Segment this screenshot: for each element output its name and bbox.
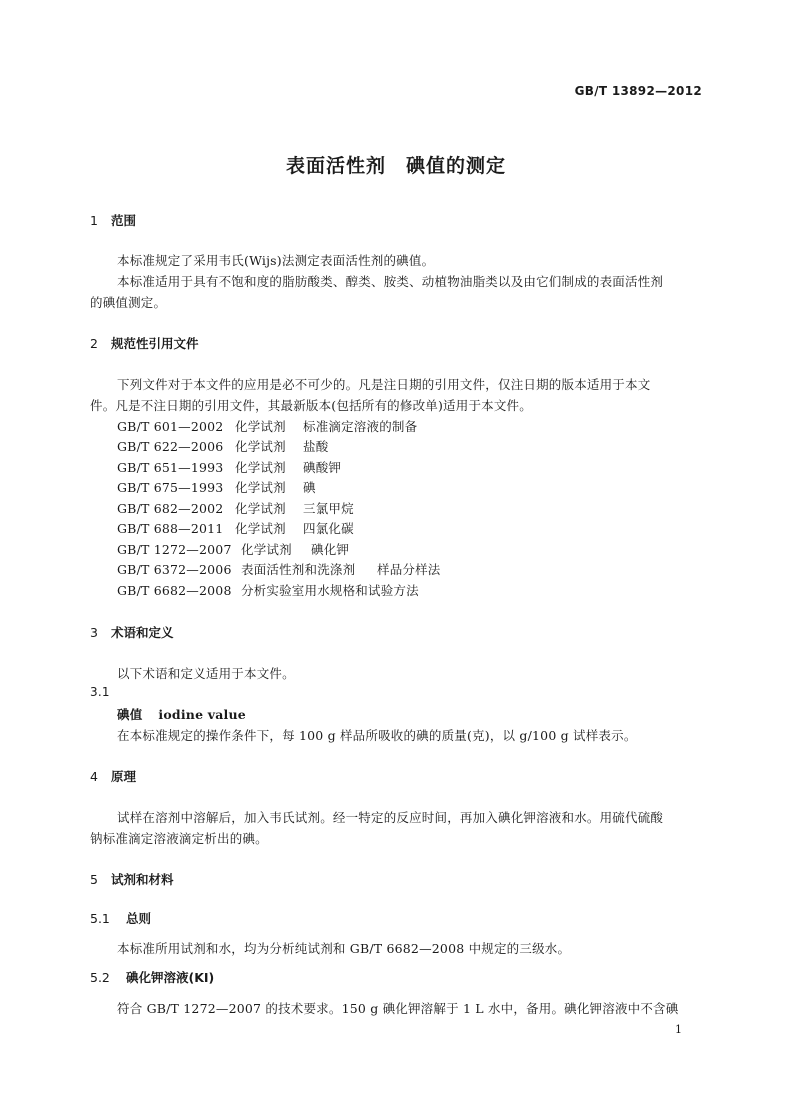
paragraph: 以下术语和定义适用于本文件。 (117, 666, 295, 681)
reference-category: 化学试剂 (235, 521, 286, 536)
reference-name: 碘化钾 (311, 542, 350, 557)
reference-category: 化学试剂 (235, 460, 286, 475)
reference-code: GB/T 651—1993 (117, 460, 224, 475)
section-title: 试剂和材料 (111, 872, 174, 887)
standard-code: GB/T 13892—2012 (574, 84, 702, 98)
paragraph-line: 的碘值测定。 (90, 295, 167, 310)
paragraph-line: 钠标准滴定溶液滴定析出的碘。 (90, 831, 268, 846)
reference-code: GB/T 622—2006 (117, 439, 224, 454)
reference-category: 化学试剂 (241, 542, 292, 557)
section-3-heading (90, 623, 174, 641)
reference-item (117, 581, 419, 599)
reference-category: 化学试剂 (235, 419, 286, 434)
section-number: 4 (90, 769, 98, 784)
term-definition: 在本标准规定的操作条件下，每 100 g 样品所吸收的碘的质量(克)，以 g/100 g 试样表示。 (117, 728, 637, 743)
paragraph: 本标准所用试剂和水，均为分析纯试剂和 GB/T 6682—2008 中规定的三级水。 (117, 941, 571, 956)
term-chinese: 碘值 (117, 707, 143, 722)
term-number: 3.1 (90, 685, 110, 699)
reference-name: 碘酸钾 (303, 460, 342, 475)
paragraph-line: 符合 GB/T 1272—2007 的技术要求。150 g 碘化钾溶解于 1 L 水中，备用。碘化钾溶液中不含碘 (117, 1001, 679, 1016)
page-number: 1 (675, 1023, 682, 1036)
subsection-5-2-heading (90, 968, 214, 986)
reference-category: 化学试剂 (235, 480, 286, 495)
reference-name: 标准滴定溶液的制备 (303, 419, 418, 434)
subsection-title: 碘化钾溶液(KI) (126, 970, 215, 985)
reference-item (117, 560, 441, 578)
reference-code: GB/T 6682—2008 (117, 583, 232, 598)
paragraph-line: 本标准适用于具有不饱和度的脂肪酸类、醇类、胺类、动植物油脂类以及由它们制成的表面活性剂 (117, 274, 664, 289)
reference-code: GB/T 688—2011 (117, 521, 224, 536)
paragraph-line: 件。凡是不注日期的引用文件，其最新版本(包括所有的修改单)适用于本文件。 (90, 398, 532, 413)
reference-category: 化学试剂 (235, 439, 286, 454)
subsection-title: 总则 (126, 911, 152, 926)
section-title: 范围 (111, 213, 137, 228)
section-2-heading (90, 334, 199, 352)
reference-item (117, 458, 341, 476)
section-1-heading (90, 211, 136, 229)
reference-code: GB/T 682—2002 (117, 501, 224, 516)
term-entry (117, 705, 246, 723)
reference-name: 四氯化碳 (303, 521, 354, 536)
section-number: 2 (90, 336, 98, 351)
document-title: 表面活性剂 碘值的测定 (285, 155, 506, 177)
reference-code: GB/T 601—2002 (117, 419, 224, 434)
section-title: 术语和定义 (111, 625, 174, 640)
reference-item (117, 417, 417, 435)
section-title: 原理 (111, 769, 137, 784)
term-english: iodine value (158, 707, 246, 722)
reference-code: GB/T 675—1993 (117, 480, 224, 495)
reference-item (117, 540, 349, 558)
section-4-heading (90, 767, 136, 785)
reference-category: 表面活性剂和洗涤剂 (241, 562, 356, 577)
reference-name: 样品分样法 (377, 562, 441, 577)
reference-item (117, 437, 328, 455)
reference-code: GB/T 1272—2007 (117, 542, 232, 557)
reference-name: 碘 (303, 480, 316, 495)
subsection-number: 5.1 (90, 911, 110, 926)
paragraph-line: 试样在溶剂中溶解后，加入韦氏试剂。经一特定的反应时间，再加入碘化钾溶液和水。用硫代硫酸 (117, 810, 664, 825)
reference-item (117, 519, 354, 537)
reference-category: 化学试剂 (235, 501, 286, 516)
paragraph: 本标准规定了采用韦氏(Wijs)法测定表面活性剂的碘值。 (117, 253, 435, 268)
section-5-heading (90, 870, 174, 888)
section-title: 规范性引用文件 (111, 336, 199, 351)
reference-category: 分析实验室用水规格和试验方法 (241, 583, 419, 598)
reference-name: 三氯甲烷 (303, 501, 354, 516)
reference-code: GB/T 6372—2006 (117, 562, 232, 577)
subsection-5-1-heading (90, 909, 151, 927)
reference-item (117, 478, 316, 496)
reference-name: 盐酸 (303, 439, 329, 454)
section-number: 5 (90, 872, 98, 887)
section-number: 3 (90, 625, 98, 640)
paragraph-line: 下列文件对于本文件的应用是必不可少的。凡是注日期的引用文件，仅注日期的版本适用于本文 (117, 377, 651, 392)
section-number: 1 (90, 213, 98, 228)
reference-item (117, 499, 354, 517)
subsection-number: 5.2 (90, 970, 110, 985)
